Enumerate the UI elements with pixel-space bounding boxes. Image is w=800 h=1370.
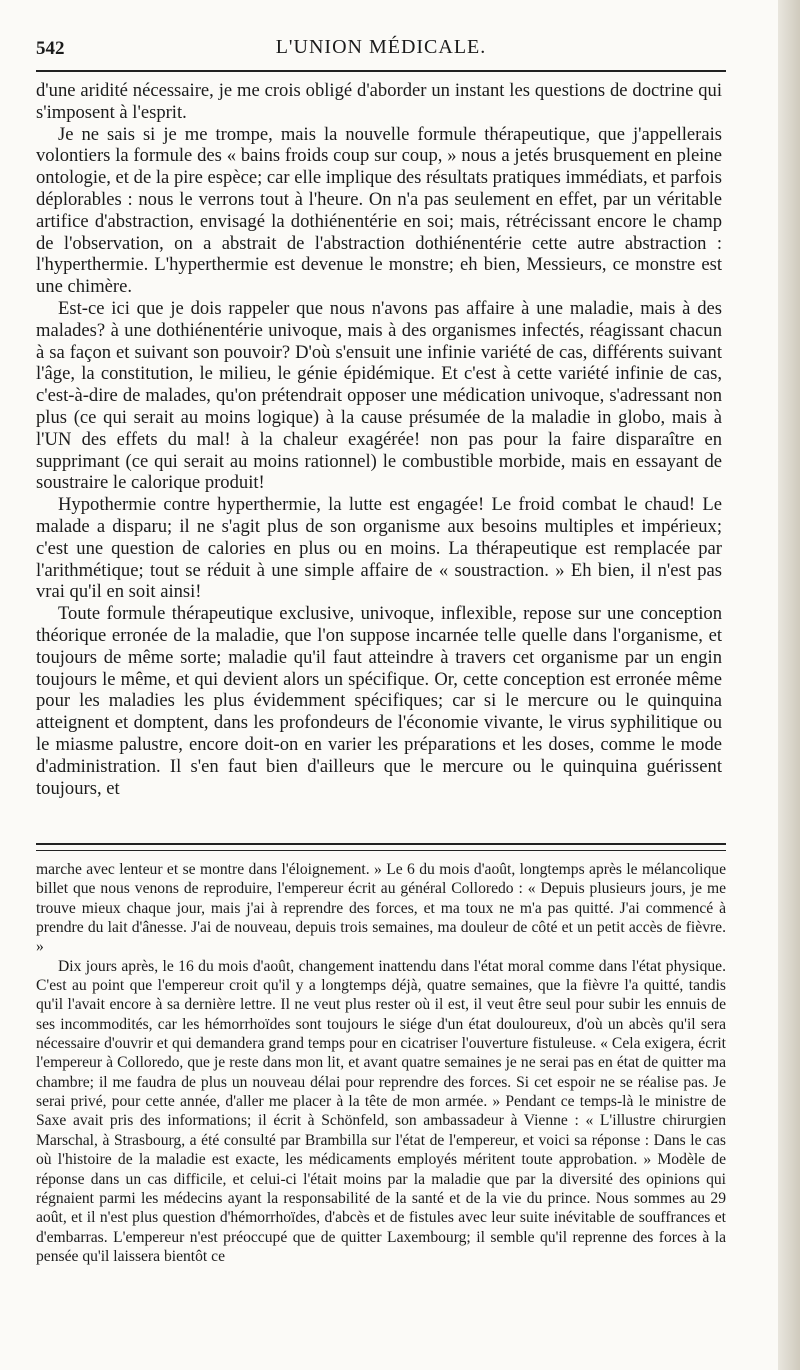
main-paragraph-1: d'une aridité nécessaire, je me crois obligé d'aborder un instant les questions de doctrine qui s'imposent à l'esprit. [36,80,722,123]
journal-title: L'UNION MÉDICALE. [275,36,487,58]
page-number: 542 [36,38,65,59]
separator-rule-thin [36,850,726,851]
main-paragraph-3: Est-ce ici que je dois rappeler que nous n'avons pas affaire à une maladie, mais à des malades? à une dothiénentérie univoque, mais à des organismes infectés, réagissant chacun à sa façon et suivant son pouvoir? D'où s'ensuit une infinie variété de cas, différents suivant l'âge, la constitution, le milieu, le génie épidémique. Et c'est à cette variété infinie de cas, c'est-à-dire de malades, qu'on prétendrait opposer une médication univoque, s'adressant non plus (ce qui serait au moins logique) à la cause présumée de la maladie in globo, mais à l'UN des effets du mal! à la chaleur exagérée! non pas pour la faire disparaître en supprimant (ce qui serait au moins rationnel) le combustible morbide, mais en essayant de soustraire le calorique produit! [36,297,722,494]
page-header [36,32,726,62]
separator-rule-thick [36,843,726,845]
main-paragraph-2: Je ne sais si je me trompe, mais la nouvelle formule thérapeutique, que j'appellerais volontiers la formule des « bains froids coup sur coup, » nous a jetés brusquement en pleine ontologie, et de la pire espèce; car elle implique des résultats pratiques immédiats, et parfois déplorables : nous le verrons tout à l'heure. On n'a pas seulement en effet, par un véritable artifice d'abstraction, envisagé la dothiénentérie en soi; mais, rétrécissant encore le champ de l'observation, on a abstrait de l'abstraction dothiénentérie cette autre abstraction : l'hyperthermie. L'hyperthermie est devenue le monstre; eh bien, Messieurs, ce monstre est une chimère. [36,123,722,298]
main-paragraph-5: Toute formule thérapeutique exclusive, univoque, inflexible, repose sur une conception théorique erronée de la maladie, que l'on suppose incarnée telle quelle dans l'organisme, et toujours de même sorte; maladie qu'il faut atteindre à travers cet organisme par un engin toujours le même, et qui devient alors un spécifique. Or, cette conception est erronée même pour les maladies les plus évidemment spécifiques; car si le mercure ou le quinquina atteignent et domptent, dans les profondeurs de l'économie vivante, le virus syphilitique ou le miasme palustre, encore doit-on en varier les préparations et les doses, comme le mode d'administration. Il s'en faut bien d'ailleurs que le mercure ou le quinquina guérissent toujours, et [36,603,722,799]
note-paragraph-1: marche avec lenteur et se montre dans l'éloignement. » Le 6 du mois d'août, longtemps après le mélancolique billet que nous venons de reproduire, l'empereur écrit au général Colloredo : « Depuis plusieurs jours, je me trouve mieux chaque jour, mais j'ai à reprendre des forces, et ma toux ne m'a pas quitté. J'ai commencé à prendre du lait d'ânesse. J'ai de nouveau, depuis trois semaines, ma douleur de côté et un petit accès de fièvre. » [36,861,726,956]
header-rule [36,70,726,72]
main-article [36,80,722,799]
main-paragraph-4: Hypothermie contre hyperthermie, la lutte est engagée! Le froid combat le chaud! Le malade a disparu; il ne s'agit plus de son organisme aux besoins multiples et impérieux; c'est une question de calories en plus ou en moins. La thérapeutique est remplacée par l'arithmétique; tout se réduit à une simple affaire de « soustraction. » Eh bien, il n'est pas vrai qu'il en soit ainsi! [36,494,722,603]
page-edge [778,0,800,1370]
note-paragraph-2: Dix jours après, le 16 du mois d'août, changement inattendu dans l'état moral comme dans l'état physique. C'est au point que l'empereur croit qu'il y a longtemps déjà, quatre semaines, que la fièvre l'a quitté, tandis qu'il l'avait encore à sa dernière lettre. Il ne veut plus rester où il est, il veut être seul pour subir les ennuis de ses incommodités, car les hémorrhoïdes sont toujours le siége d'un état douloureux, d'où un abcès qu'il sera nécessaire d'ouvrir et qui demandera grand temps pour en cicatriser l'ouverture fistuleuse. « Cela exigera, écrit l'empereur à Colloredo, que je reste dans mon lit, et avant quatre semaines je ne serai pas en état de quitter ma chambre; il me faudra de plus un nouveau délai pour reprendre des forces. Si cet espoir ne se réalise pas. Je serai privé, pour cette année, d'aller me placer à la tête de mon armée. » Pendant ce temps-là le ministre de Saxe avait pris des informations; il écrit à Schönfeld, son ambassadeur à Vienne : « L'illustre chirurgien Marschal, à Strasbourg, a été consulté par Brambilla sur l'état de l'empereur, et voici sa réponse : Dans le cas où l'histoire de la maladie est exacte, les médicaments employés méritent toute approbation. » Modèle de réponse dans un cas difficile, et celui-ci l'était moins par la maladie que par la diversité des opinions qui régnaient parmi les médecins ayant la responsabilité de la santé et de la vie du prince. Nous sommes au 29 août, et il n'est plus question d'hémorrhoïdes, d'abcès et de fistules avec leur suite inévitable de souffrances et d'embarras. L'empereur n'est préoccupé que de quitter Laxembourg; il semble qu'il reprenne des forces à la pensée qu'il laissera bientôt ce [36,957,726,1265]
feuilleton-section [36,860,726,1266]
